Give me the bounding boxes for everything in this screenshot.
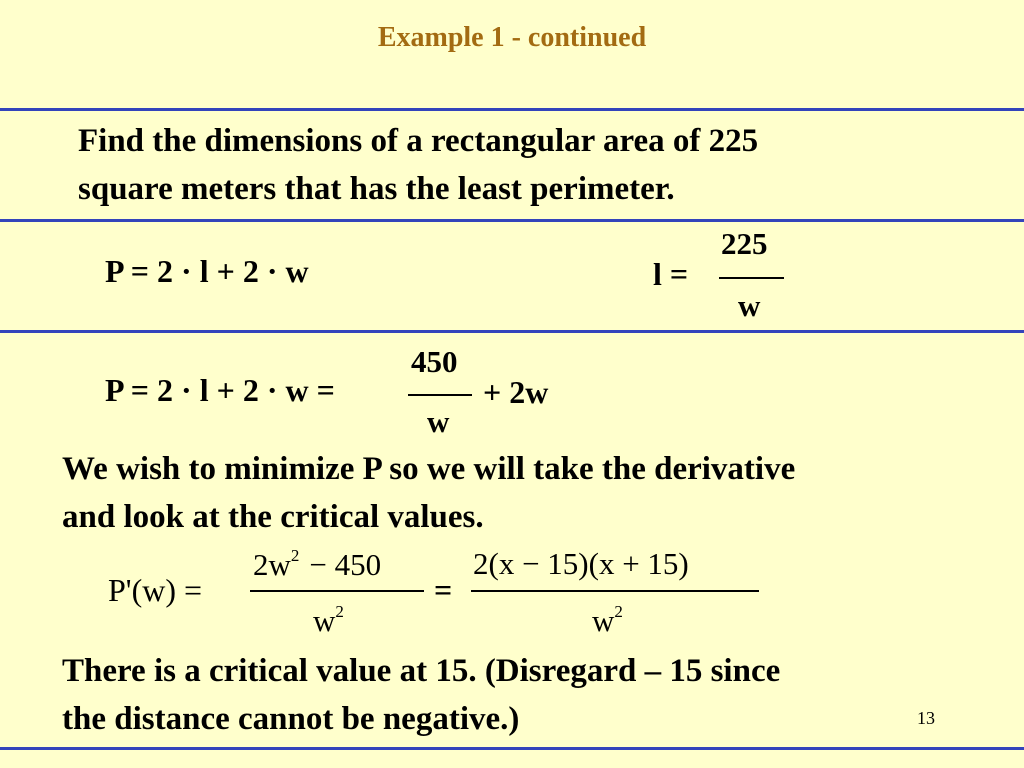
problem-line-2: square meters that has the least perimeter. <box>78 171 675 207</box>
derivative-fraction-bar-2 <box>471 590 759 592</box>
slide-title: Example 1 - continued <box>377 22 647 53</box>
substituted-fraction-denominator: w <box>427 404 450 439</box>
l-equation-lhs: l = <box>653 256 689 292</box>
conclusion-line-1: There is a critical value at 15. (Disregard – 15 since <box>62 653 781 689</box>
substituted-equation-lhs: P = 2 · l + 2 · w = <box>105 372 335 408</box>
slide-number: 13 <box>917 708 935 728</box>
substituted-fraction-numerator: 450 <box>411 344 458 379</box>
explanation-line-1: We wish to minimize P so we will take the derivative <box>62 451 796 487</box>
derivative-equals: = <box>434 572 453 608</box>
conclusion-line-2: the distance cannot be negative.) <box>62 701 520 737</box>
divider-rule <box>0 330 1024 333</box>
substituted-fraction-bar <box>408 394 472 396</box>
explanation-line-2: and look at the critical values. <box>62 499 484 535</box>
divider-rule <box>0 747 1024 750</box>
derivative-fraction-bar-1 <box>250 590 424 592</box>
l-fraction-numerator: 225 <box>721 226 768 261</box>
divider-rule <box>0 108 1024 111</box>
problem-line-1: Find the dimensions of a rectangular area of 225 <box>78 123 759 159</box>
substituted-equation-tail: + 2w <box>483 374 549 410</box>
l-fraction-denominator: w <box>738 288 761 323</box>
derivative-denominator-2: $w^2$ <box>592 602 623 638</box>
derivative-numerator-1: $2w^2 - 450$ <box>253 546 382 582</box>
derivative-lhs: P'(w) = <box>108 572 203 608</box>
perimeter-equation: P = 2 · l + 2 · w <box>105 253 309 289</box>
l-fraction-bar <box>719 277 784 279</box>
divider-rule <box>0 219 1024 222</box>
derivative-numerator-2: 2(x − 15)(x + 15) <box>473 546 689 581</box>
derivative-denominator-1: $w^2$ <box>313 602 344 638</box>
